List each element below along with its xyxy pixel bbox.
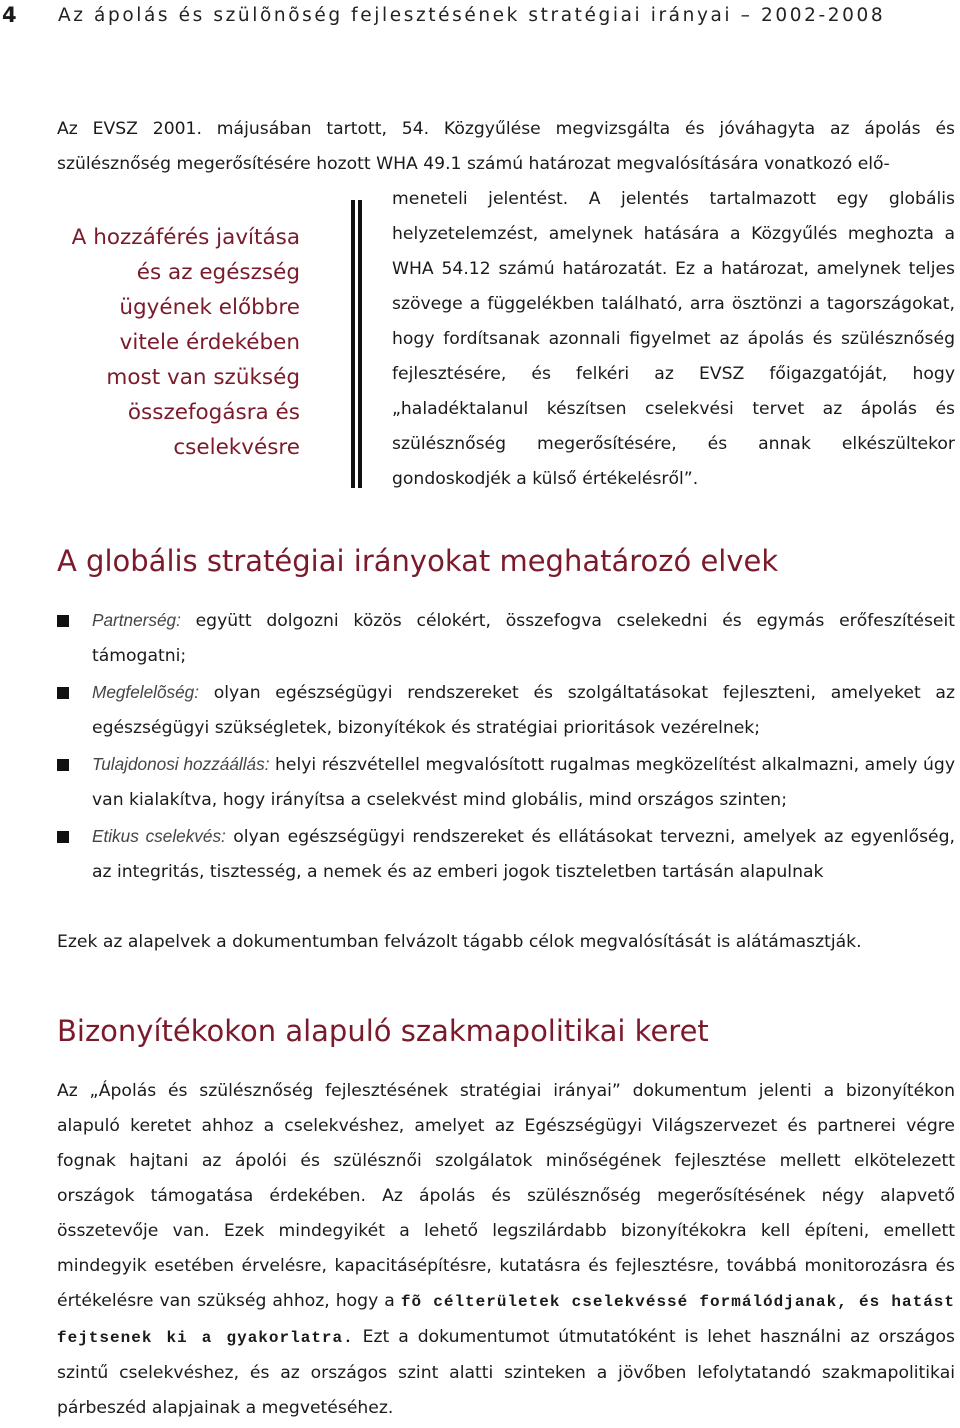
- principle-text: olyan egészségügyi rendszereket és ellátásokat tervezni, amelyek az egyenlőség, az integritás, tisztesség, a nemek és az emberi jogok tiszteletben tartásán alapulnak: [92, 827, 955, 882]
- pullquote-divider-bar: [358, 200, 362, 488]
- principle-text: együtt dolgozni közös célokért, összefogva cselekedni és egymás erőfeszítéseit támogatni;: [92, 611, 955, 666]
- bullet-square-icon: [57, 759, 69, 771]
- framework-text-end: Ezt a dokumentumot útmutatóként is lehet használni az országos szintű cselekvéshez, és az országos szint alatti szinteken a jövőben lefolytatandó szakmapolitikai párbeszéd alapjainak a megvetéséhez.: [57, 1327, 955, 1418]
- intro-continuation: meneteli jelentést. A jelentés tartalmazott egy globális helyzetelemzést, amelynek hatására a Közgyűlés meghozta a WHA 54.12 számú határozatát. Ez a határozat, amelynek teljes szövege a függelékben található, arra ösztönzi a tagországokat, hogy fordítsanak azonnali figyelmet az ápolás és szülésznőség fejlesztésére, és felkéri az EVSZ főigazgatóját, hogy „haladéktalanul készítsen cselekvési tervet az ápolás és szülésznőség megerősítésére, és annak elkészültekor gondoskodjék a külső értékelésről”.: [392, 189, 955, 489]
- principle-text: olyan egészségügyi rendszereket és szolgáltatásokat fejleszteni, amelyeket az egészségügyi szükségletek, bizonyítékok és stratégiai prioritások vezérelnek;: [92, 683, 955, 738]
- framework-paragraph: [57, 1074, 955, 1426]
- pullquote-line: A hozzáférés javítása: [71, 225, 300, 250]
- pullquote-line: összefogásra és: [127, 400, 300, 425]
- principle-term: Etikus cselekvés:: [92, 826, 226, 846]
- principle-term: Megfelelõség:: [92, 682, 200, 702]
- pullquote-line: vitele érdekében: [119, 330, 300, 355]
- page-number: 4: [2, 3, 17, 27]
- intro-paragraph: Az EVSZ 2001. májusában tartott, 54. Közgyűlése megvizsgálta és jóváhagyta az ápolás és szülésznőség megerősítésére hozott WHA 49.1 számú határozat megvalósítására vonatkozó elő-: [57, 119, 955, 174]
- framework-emphasis: fõ célterületek cselekvéssé formálódjanak, és hatást fejtsenek ki a gyakorlatra.: [57, 1293, 956, 1347]
- list-item: [57, 819, 955, 890]
- principle-text: helyi részvétellel megvalósított rugalmas megközelítést alkalmazni, amely úgy van kialakítva, hogy irányítsa a cselekvést mind globális, mind országos szinten;: [92, 755, 955, 810]
- framework-text: Az „Ápolás és szülésznőség fejlesztésének stratégiai irányai” dokumentum jelenti a bizonyítékon alapuló keretet ahhoz a cselekvéshez, amelyet az Egészségügyi Világszervezet és partnerei végre fognak hajtani az ápolói és szülésznői szolgálatok minőségének fejlesztése mellett elkötelezett országok támogatása érdekében. Az ápolás és szülésznőség megerősítésének négy alapvető összetevője van. Ezek mindegyikét a lehető legszilárdabb bizonyítékokra kell építeni, emellett mindegyik esetében érvelésre, kapacitásépítésre, kutatásra és fejlesztésre, továbbá monitorozásra és értékelésre van szükség ahhoz, hogy a: [57, 1081, 955, 1311]
- section-heading-principles: A globális stratégiai irányokat meghatározó elvek: [57, 544, 779, 578]
- pullquote-line: cselekvésre: [173, 435, 300, 460]
- pullquote-line: most van szükség: [106, 365, 300, 390]
- pullquote-line: ügyének előbbre: [119, 295, 300, 320]
- pullquote-divider-bar: [351, 200, 355, 488]
- principles-list: [57, 603, 955, 891]
- running-title: Az ápolás és szülõnõség fejlesztésének stratégiai irányai – 2002-2008: [58, 4, 886, 26]
- pullquote-line: és az egészség: [136, 260, 300, 285]
- list-item: [57, 603, 955, 674]
- principle-term: Partnerség:: [92, 610, 181, 630]
- list-item: [57, 675, 955, 746]
- bullet-square-icon: [57, 687, 69, 699]
- principles-summary: Ezek az alapelvek a dokumentumban felvázolt tágabb célok megvalósítását is alátámasztják.: [57, 932, 862, 952]
- principle-term: Tulajdonosi hozzáállás:: [92, 754, 270, 774]
- pullquote: [40, 220, 300, 465]
- bullet-square-icon: [57, 831, 69, 843]
- running-header: [0, 0, 960, 30]
- section-heading-framework: Bizonyítékokon alapuló szakmapolitikai keret: [57, 1014, 709, 1048]
- list-item: [57, 747, 955, 818]
- bullet-square-icon: [57, 615, 69, 627]
